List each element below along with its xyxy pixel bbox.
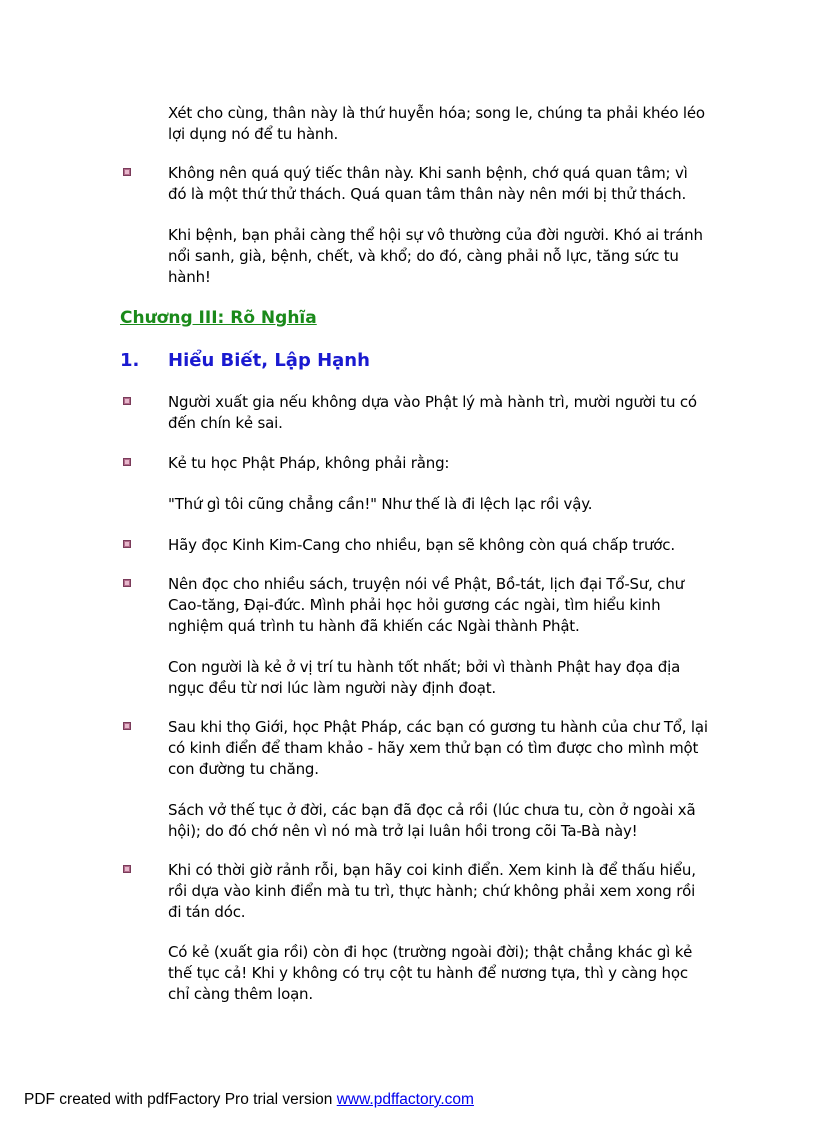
paragraph: Con người là kẻ ở vị trí tu hành tốt nhất; bởi vì thành Phật hay đọa địa ngục đều từ nơi lúc làm người này định đoạt. [168,658,681,697]
bullet-icon [123,865,131,873]
bullet-icon [123,579,131,587]
bullet-item: Nên đọc cho nhiều sách, truyện nói về Phật, Bồ-tát, lịch đại Tổ-Sư, chư Cao-tăng, Đại-đức. Mình phải học hỏi gương các ngài, tìm hiểu kinh nghiệm quá trình tu hành đã khiến các Ngài thành Phật. [168,575,684,635]
bullet-item: Không nên quá quý tiếc thân này. Khi sanh bệnh, chớ quá quan tâm; vì đó là một thứ thử thách. Quá quan tâm thân này nên mới bị thử thách. [168,164,688,203]
section-number: 1. [120,350,140,371]
footer-text: PDF created with pdfFactory Pro trial version [24,1091,337,1108]
paragraph: Xét cho cùng, thân này là thứ huyễn hóa; song le, chúng ta phải khéo léo lợi dụng nó để tu hành. [168,104,705,143]
section-title: Hiểu Biết, Lập Hạnh [168,350,370,371]
bullet-item: Khi có thời giờ rảnh rỗi, bạn hãy coi kinh điển. Xem kinh là để thấu hiểu, rồi dựa vào kinh điển mà tu trì, thực hành; chứ không phải xem xong rồi đi tán dóc. [168,861,696,921]
paragraph: Khi bệnh, bạn phải càng thể hội sự vô thường của đời người. Khó ai tránh nổi sanh, già, bệnh, chết, và khổ; do đó, càng phải nỗ lực, tăng sức tu hành! [168,226,703,286]
paragraph: Có kẻ (xuất gia rồi) còn đi học (trường ngoài đời); thật chẳng khác gì kẻ thế tục cả! Khi y không có trụ cột tu hành để nương tựa, thì y càng học chỉ càng thêm loạn. [168,943,693,1003]
pdf-footer [24,1091,474,1109]
paragraph: "Thứ gì tôi cũng chẳng cần!" Như thế là đi lệch lạc rồi vậy. [168,495,593,513]
paragraph: Sách vở thế tục ở đời, các bạn đã đọc cả rồi (lúc chưa tu, còn ở ngoài xã hội); do đó chớ nên vì nó mà trở lại luân hồi trong cõi Ta-Bà này! [168,801,696,840]
bullet-item: Người xuất gia nếu không dựa vào Phật lý mà hành trì, mười người tu có đến chín kẻ sai. [168,393,697,432]
bullet-icon [123,458,131,466]
chapter-title: Chương III: Rõ Nghĩa [120,308,317,328]
bullet-item: Sau khi thọ Giới, học Phật Pháp, các bạn có gương tu hành của chư Tổ, lại có kinh điển để tham khảo - hãy xem thử bạn có tìm được cho mình một con đường tu chăng. [168,718,708,778]
bullet-icon [123,540,131,548]
bullet-icon [123,722,131,730]
bullet-item: Hãy đọc Kinh Kim-Cang cho nhiều, bạn sẽ không còn quá chấp trước. [168,536,675,554]
bullet-icon [123,397,131,405]
footer-link[interactable]: www.pdffactory.com [336,1091,474,1108]
bullet-item: Kẻ tu học Phật Pháp, không phải rằng: [168,454,450,472]
bullet-icon [123,168,131,176]
